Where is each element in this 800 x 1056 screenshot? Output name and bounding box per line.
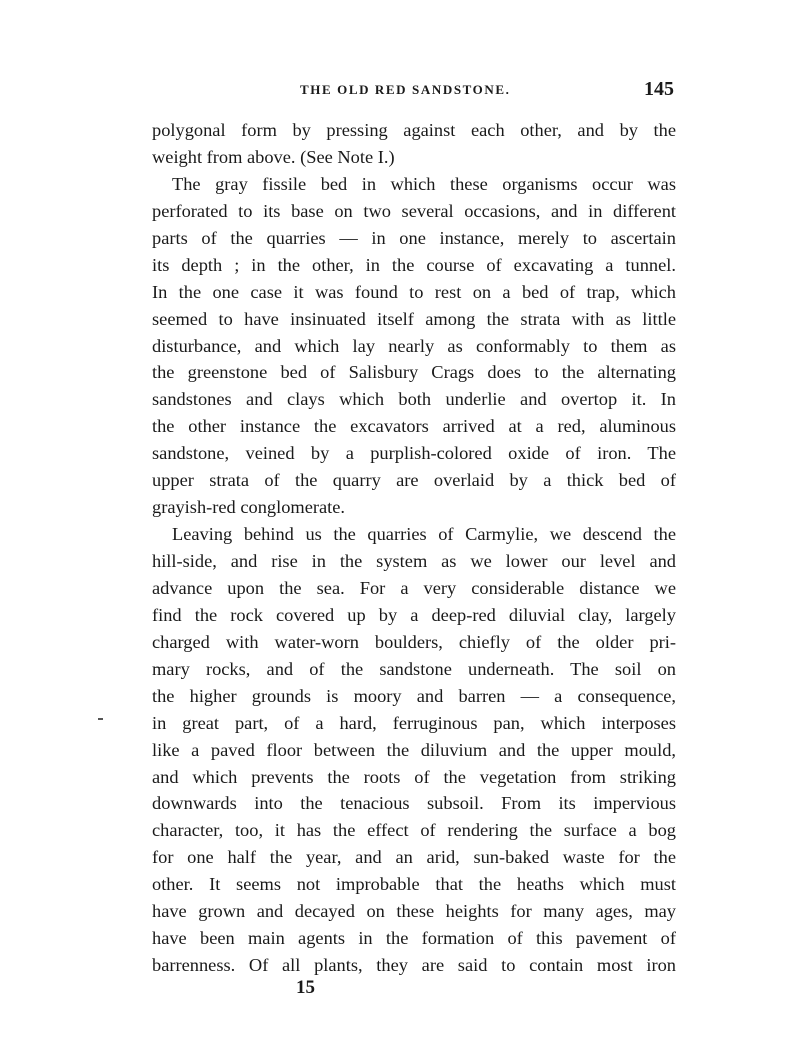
text-line: the higher grounds is moory and barren — a consequence, [152,685,676,706]
page-number: 145 [644,78,674,100]
text-line: advance upon the sea. For a very considerable distance we [152,577,676,598]
text-line: for one half the year, and an arid, sun-baked waste for the [152,847,676,868]
margin-ink-speck [98,718,103,720]
text-line: perforated to its base on two several occasions, and in different [152,200,676,221]
text-line: find the rock covered up by a deep-red diluvial clay, largely [152,604,676,625]
signature-mark: 15 [296,977,315,998]
paragraph-first-line: The gray fissile bed in which these organisms occur was [172,173,676,194]
text-line: disturbance, and which lay nearly as conformably to them as [152,335,676,356]
text-line: seemed to have insinuated itself among the strata with as little [152,308,676,329]
text-line: have grown and decayed on these heights for many ages, may [152,901,676,922]
text-line: upper strata of the quarry are overlaid by a thick bed of [152,470,676,491]
text-line: sandstone, veined by a purplish-colored oxide of iron. The [152,443,676,464]
text-line: like a paved floor between the diluvium and the upper mould, [152,739,676,760]
text-line: its depth ; in the other, in the course of excavating a tunnel. [152,254,676,275]
text-line: hill-side, and rise in the system as we lower our level and [152,551,676,571]
paragraph-first-line: Leaving behind us the quarries of Carmylie, we descend the [172,524,676,545]
body-text [152,117,676,979]
text-line: character, too, it has the effect of rendering the surface a bog [152,820,676,841]
text-line: weight from above. (See Note I.) [152,146,395,167]
text-line: grayish-red conglomerate. [152,497,346,518]
text-line: other. It seems not improbable that the heaths which must [152,874,676,895]
text-line: sandstones and clays which both underlie and overtop it. In [152,389,676,410]
text-line: charged with water-worn boulders, chiefly of the older pri- [152,631,676,652]
text-line: and which prevents the roots of the vegetation from striking [152,766,676,787]
text-line: have been main agents in the formation of this pavement of [152,928,676,949]
text-line: parts of the quarries — in one instance, merely to ascertain [152,227,676,248]
text-line: the greenstone bed of Salisbury Crags does to the alternating [152,362,676,383]
text-line: In the one case it was found to rest on a bed of trap, which [152,281,676,302]
text-line: downwards into the tenacious subsoil. From its impervious [152,793,676,814]
text-line: barrenness. Of all plants, they are said to contain most iron [152,955,676,976]
text-line: polygonal form by pressing against each other, and by the [152,120,676,140]
text-line: in great part, of a hard, ferruginous pan, which interposes [152,712,676,733]
text-line: the other instance the excavators arrived at a red, aluminous [152,416,676,437]
text-line: mary rocks, and of the sandstone underneath. The soil on [152,658,676,679]
running-head-title: THE OLD RED SANDSTONE. [300,82,511,97]
